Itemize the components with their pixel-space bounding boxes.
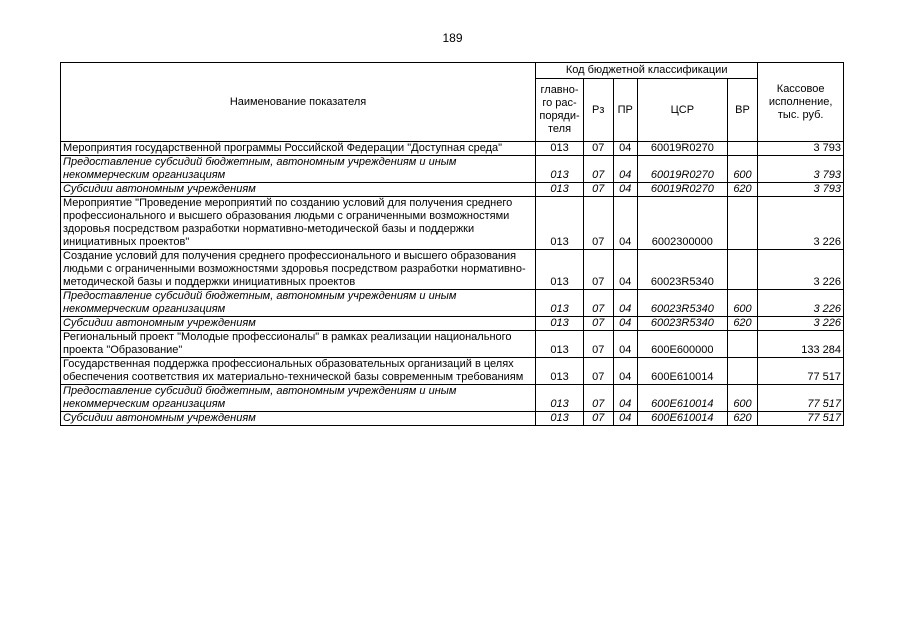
row-sum: 3 793: [758, 183, 844, 197]
row-name: Государственная поддержка профессиональных образовательных организаций в целях обеспечения соответствия их материально-технической базы современным требованиям: [61, 358, 536, 385]
table-row: [61, 156, 844, 183]
row-sum: 3 226: [758, 290, 844, 317]
table-body: [61, 142, 844, 426]
row-csr: 60023R5340: [637, 250, 727, 290]
row-sum: 133 284: [758, 331, 844, 358]
header-name: Наименование показателя: [61, 63, 536, 142]
table-row: [61, 142, 844, 156]
row-name: Предоставление субсидий бюджетным, автономным учреждениям и иным некоммерческим организациям: [61, 385, 536, 412]
row-pr: 04: [613, 183, 637, 197]
row-name: Региональный проект "Молодые профессионалы" в рамках реализации национального проекта "Образование": [61, 331, 536, 358]
row-sum: 3 226: [758, 197, 844, 250]
row-vr: [727, 250, 758, 290]
row-pr: 04: [613, 317, 637, 331]
row-sum: 3 793: [758, 142, 844, 156]
row-pr: 04: [613, 142, 637, 156]
row-pr: 04: [613, 250, 637, 290]
row-csr: 60019R0270: [637, 183, 727, 197]
row-csr: 600E610014: [637, 358, 727, 385]
row-vr: 600: [727, 290, 758, 317]
row-glavnogo: 013: [536, 317, 584, 331]
row-csr: 600E610014: [637, 385, 727, 412]
row-rz: 07: [583, 412, 613, 426]
row-vr: [727, 197, 758, 250]
row-pr: 04: [613, 197, 637, 250]
row-rz: 07: [583, 142, 613, 156]
row-csr: 60019R0270: [637, 142, 727, 156]
row-sum: 3 226: [758, 317, 844, 331]
row-pr: 04: [613, 412, 637, 426]
row-glavnogo: 013: [536, 156, 584, 183]
header-glavnogo: главно-го рас-поряди-теля: [536, 79, 584, 142]
row-csr: 60023R5340: [637, 317, 727, 331]
row-rz: 07: [583, 385, 613, 412]
row-rz: 07: [583, 358, 613, 385]
row-name: Предоставление субсидий бюджетным, автономным учреждениям и иным некоммерческим организациям: [61, 156, 536, 183]
row-csr: 60023R5340: [637, 290, 727, 317]
row-vr: [727, 331, 758, 358]
row-pr: 04: [613, 290, 637, 317]
row-name: Субсидии автономным учреждениям: [61, 317, 536, 331]
row-name: Субсидии автономным учреждениям: [61, 412, 536, 426]
row-glavnogo: 013: [536, 183, 584, 197]
row-vr: [727, 142, 758, 156]
table-row: [61, 197, 844, 250]
row-rz: 07: [583, 156, 613, 183]
budget-table: [60, 62, 844, 426]
table-row: [61, 317, 844, 331]
table-row: [61, 385, 844, 412]
row-sum: 3 226: [758, 250, 844, 290]
table-row: [61, 358, 844, 385]
row-vr: 620: [727, 412, 758, 426]
table-row: [61, 250, 844, 290]
row-vr: 620: [727, 183, 758, 197]
table-row: [61, 183, 844, 197]
row-pr: 04: [613, 385, 637, 412]
row-name: Мероприятия государственной программы Российской Федерации "Доступная среда": [61, 142, 536, 156]
row-pr: 04: [613, 331, 637, 358]
row-rz: 07: [583, 250, 613, 290]
table-row: [61, 331, 844, 358]
row-sum: 77 517: [758, 412, 844, 426]
header-csr: ЦСР: [637, 79, 727, 142]
row-csr: 600E600000: [637, 331, 727, 358]
header-rz: Рз: [583, 79, 613, 142]
row-pr: 04: [613, 358, 637, 385]
row-rz: 07: [583, 290, 613, 317]
header-vr: ВР: [727, 79, 758, 142]
row-rz: 07: [583, 183, 613, 197]
page-number: 189: [442, 31, 463, 45]
row-rz: 07: [583, 331, 613, 358]
header-budget-code: Код бюджетной классификации: [536, 63, 758, 79]
row-glavnogo: 013: [536, 142, 584, 156]
header-pr: ПР: [613, 79, 637, 142]
row-glavnogo: 013: [536, 412, 584, 426]
row-glavnogo: 013: [536, 290, 584, 317]
row-sum: 3 793: [758, 156, 844, 183]
row-pr: 04: [613, 156, 637, 183]
row-sum: 77 517: [758, 358, 844, 385]
table-row: [61, 412, 844, 426]
row-vr: 600: [727, 385, 758, 412]
row-vr: 620: [727, 317, 758, 331]
row-name: Создание условий для получения среднего профессионального и высшего образования людьми с ограниченными возможностями здоровья посредством разработки нормативно-методической базы и поддержки инициативных проектов: [61, 250, 536, 290]
row-vr: [727, 358, 758, 385]
row-csr: 6002300000: [637, 197, 727, 250]
row-glavnogo: 013: [536, 331, 584, 358]
row-glavnogo: 013: [536, 358, 584, 385]
row-sum: 77 517: [758, 385, 844, 412]
table-row: [61, 290, 844, 317]
header-sum: Кассовое исполнение, тыс. руб.: [758, 63, 844, 142]
row-vr: 600: [727, 156, 758, 183]
row-csr: 600E610014: [637, 412, 727, 426]
row-csr: 60019R0270: [637, 156, 727, 183]
row-name: Мероприятие "Проведение мероприятий по созданию условий для получения среднего профессионального и высшего образования людьми с ограниченными возможностями здоровья посредством разработки нормативно-методической базы и поддержки инициативных проектов": [61, 197, 536, 250]
row-glavnogo: 013: [536, 250, 584, 290]
row-rz: 07: [583, 317, 613, 331]
row-glavnogo: 013: [536, 385, 584, 412]
row-rz: 07: [583, 197, 613, 250]
row-name: Предоставление субсидий бюджетным, автономным учреждениям и иным некоммерческим организациям: [61, 290, 536, 317]
row-glavnogo: 013: [536, 197, 584, 250]
row-name: Субсидии автономным учреждениям: [61, 183, 536, 197]
